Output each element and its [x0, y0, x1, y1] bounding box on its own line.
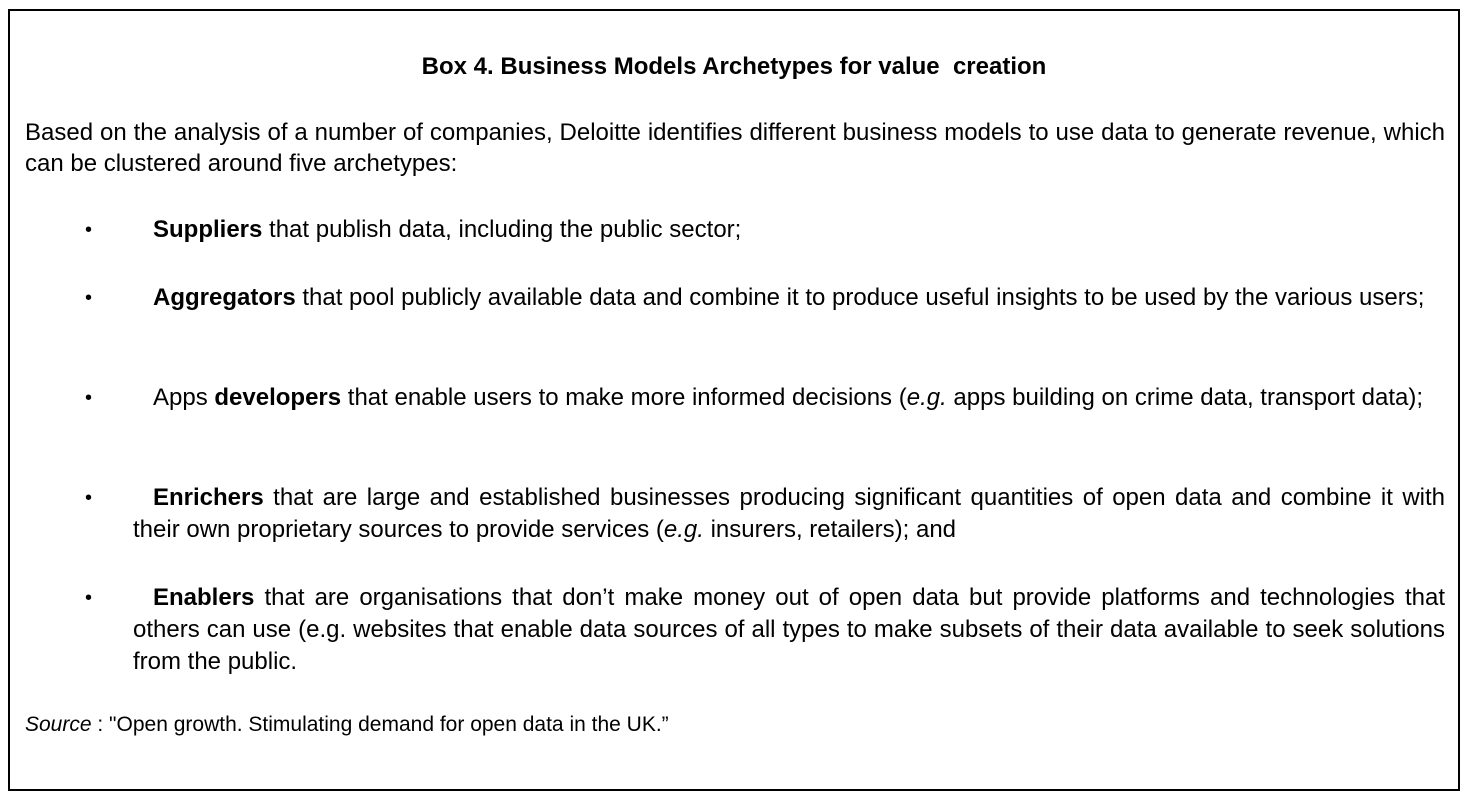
item-text: that are large and established businesses producing significant quantities of open data and combine it with their own proprietary sources to provide services (: [133, 484, 1445, 543]
intro-paragraph: Based on the analysis of a number of companies, Deloitte identifies different business models to use data to generate revenue, which can be clustered around five archetypes:: [25, 119, 1445, 177]
item-text: that are organisations that don’t make money out of open data but provide platforms and technologies that others can use (e.g. websites that enable data sources of all types to make subsets of their data available to seek solutions from the public.: [133, 584, 1445, 675]
list-item-enablers: [85, 582, 1445, 678]
item-prefix: Apps: [153, 384, 215, 411]
box-title: Box 4. Business Models Archetypes for value creation: [421, 53, 1047, 80]
list-item-suppliers: [85, 214, 1445, 246]
item-term: developers: [214, 384, 342, 411]
item-italic: e.g.: [906, 384, 947, 411]
box-frame: [8, 9, 1460, 791]
list-item-aggregators: [85, 282, 1445, 314]
bullet-icon: •: [85, 387, 93, 409]
bullet-icon: •: [85, 587, 93, 609]
item-text-end: apps building on crime data, transport data);: [946, 384, 1424, 411]
item-text: that enable users to make more informed decisions (: [341, 384, 907, 411]
source-text: : "Open growth. Stimulating demand for open data in the UK.”: [91, 713, 669, 736]
item-term: Enrichers: [153, 484, 264, 511]
item-text: that publish data, including the public sector;: [262, 216, 742, 243]
item-prefix: [133, 584, 153, 611]
source-label: Source: [25, 713, 92, 736]
item-prefix: [133, 484, 153, 511]
list-item-enrichers: [85, 482, 1445, 546]
bullet-icon: •: [85, 487, 93, 509]
item-prefix: [133, 284, 153, 311]
item-italic: e.g.: [663, 516, 704, 543]
list-item-developers: [85, 382, 1445, 414]
item-text: that pool publicly available data and combine it to produce useful insights to be used by the various users;: [295, 284, 1425, 311]
bullet-icon: •: [85, 219, 93, 241]
item-prefix: [133, 216, 153, 243]
item-term: Aggregators: [153, 284, 296, 311]
source-note: [25, 712, 669, 738]
item-term: Suppliers: [153, 216, 263, 243]
item-text-end: insurers, retailers); and: [703, 516, 957, 543]
item-term: Enablers: [153, 584, 255, 611]
bullet-icon: •: [85, 287, 93, 309]
